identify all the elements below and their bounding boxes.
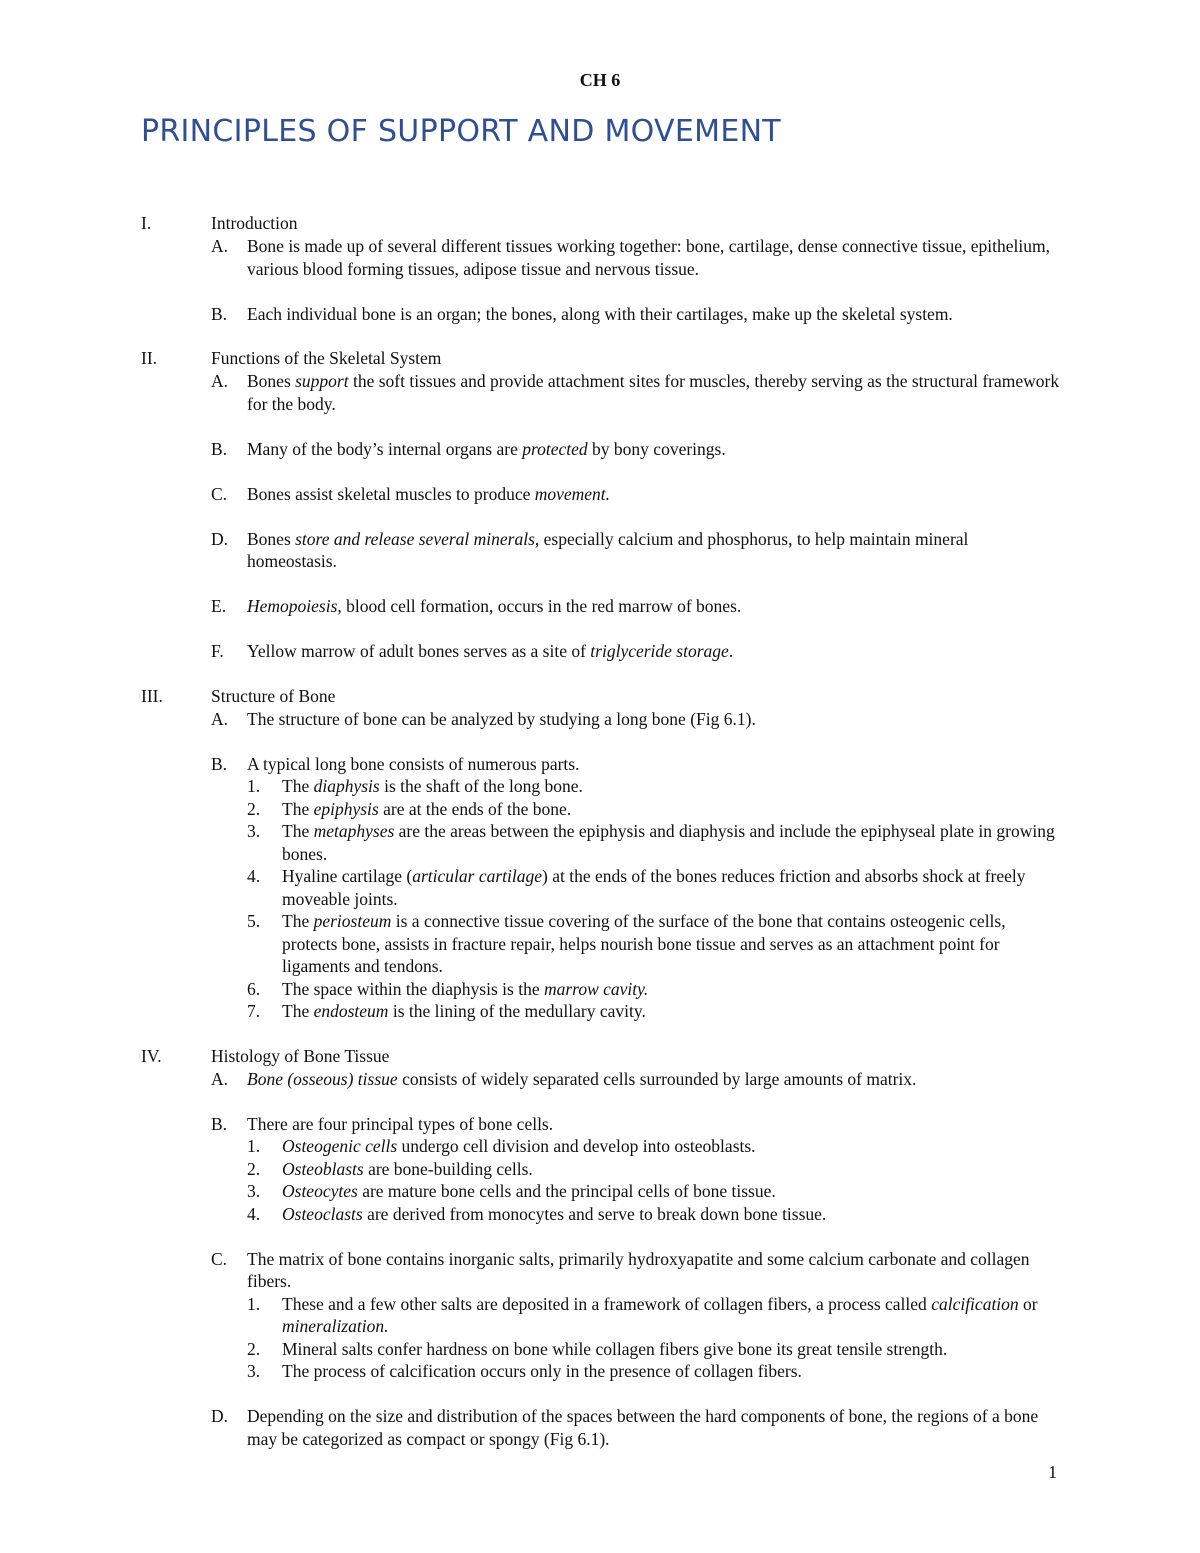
- section-title: Functions of the Skeletal System: [211, 348, 442, 368]
- text-run: The: [282, 776, 314, 796]
- sub-item-text: [282, 1203, 1062, 1226]
- sub-item-text: [282, 1135, 1062, 1158]
- item-text: [247, 370, 1062, 415]
- emphasized-text: store and release several minerals: [295, 528, 535, 549]
- text-run: Bones: [247, 528, 296, 549]
- sub-item-text: [282, 820, 1062, 865]
- text-run: by bony coverings.: [587, 438, 726, 459]
- text-run: Yellow marrow of adult bones serves as a site of: [247, 641, 591, 661]
- outline-section: [0, 1045, 1200, 1451]
- section-heading: [0, 685, 1200, 708]
- sub-item-text: [282, 1000, 1062, 1023]
- sub-item: [0, 798, 1200, 821]
- text-run: is the lining of the medullary cavity.: [388, 1001, 646, 1021]
- outline-item: [0, 483, 1200, 506]
- text-run: undergo cell division and develop into osteoblasts.: [397, 1136, 756, 1156]
- outline-item: [0, 1248, 1200, 1383]
- outline-item: [0, 1405, 1200, 1450]
- text-run: The: [282, 1001, 314, 1021]
- outline-section: [0, 347, 1200, 663]
- text-run: Bones: [247, 371, 296, 391]
- outline-item: [0, 595, 1200, 618]
- sub-item-text: [282, 865, 1062, 910]
- text-run: There are four principal types of bone cells.: [247, 1113, 554, 1134]
- item-letter: E.: [211, 596, 227, 616]
- sub-item-number: 2.: [247, 1158, 261, 1179]
- item-text: [247, 1113, 1062, 1136]
- outline-item: [0, 528, 1200, 573]
- text-run: These and a few other salts are deposited in a framework of collagen fibers, a process called: [282, 1293, 932, 1314]
- item-letter: A.: [211, 708, 229, 729]
- sub-item-number: 2.: [247, 798, 261, 819]
- item-text: [247, 438, 1062, 461]
- emphasized-text: endosteum: [313, 1001, 389, 1021]
- sub-item-number: 6.: [247, 978, 261, 999]
- sub-item-number: 4.: [247, 1203, 261, 1224]
- sub-item-text: [282, 1360, 1062, 1383]
- text-run: are bone-building cells.: [363, 1158, 533, 1179]
- sub-item-text: [282, 775, 1062, 798]
- emphasized-text: calcification: [931, 1293, 1019, 1314]
- outline-item: [0, 753, 1200, 1023]
- item-letter: A.: [211, 236, 229, 256]
- emphasized-text: epiphysis: [313, 798, 379, 819]
- sub-item: [0, 1203, 1200, 1226]
- sub-item-number: 1.: [247, 776, 261, 796]
- sub-item: [0, 1338, 1200, 1361]
- text-run: is a connective tissue covering of the surface of the bone that contains osteogenic cells, protects bone, assists in fracture repair, helps nourish bone tissue and serves as an attachment point for ligaments and tendons.: [282, 911, 1006, 976]
- outline-item: [0, 370, 1200, 415]
- item-letter: C.: [211, 483, 228, 504]
- text-run: ) at the ends of the bones reduces friction and absorbs shock at freely moveable joints.: [282, 866, 1026, 909]
- outline-item: [0, 1068, 1200, 1091]
- sub-item-number: 3.: [247, 821, 261, 841]
- text-run: The structure of bone can be analyzed by studying a long bone (Fig 6.1).: [247, 708, 756, 729]
- sub-item-number: 3.: [247, 1181, 261, 1201]
- item-text: [247, 753, 1062, 776]
- item-letter: D.: [211, 1406, 229, 1426]
- sub-item-number: 1.: [247, 1136, 261, 1156]
- outline-item: [0, 640, 1200, 663]
- text-run: A typical long bone consists of numerous parts.: [247, 753, 580, 774]
- outline-section: [0, 212, 1200, 325]
- section-number: I.: [141, 213, 152, 233]
- text-run: the soft tissues and provide attachment sites for muscles, thereby serving as the structural framework for the body.: [247, 371, 1060, 414]
- sub-item: [0, 820, 1200, 865]
- item-letter: B.: [211, 303, 228, 324]
- text-run: Hyaline cartilage (: [282, 866, 413, 886]
- text-run: blood cell formation, occurs in the red marrow of bones.: [341, 596, 742, 616]
- sub-item: [0, 1158, 1200, 1181]
- item-letter: B.: [211, 1113, 228, 1134]
- text-run: Each individual bone is an organ; the bones, along with their cartilages, make up the skeletal system.: [247, 303, 953, 324]
- item-text: [247, 1405, 1062, 1450]
- sub-item: [0, 775, 1200, 798]
- text-run: Many of the body’s internal organs are: [247, 438, 523, 459]
- text-run: The: [282, 798, 314, 819]
- item-letter: A.: [211, 371, 229, 391]
- item-letter: B.: [211, 753, 228, 774]
- section-number: IV.: [141, 1045, 162, 1066]
- sub-item: [0, 1180, 1200, 1203]
- emphasized-text: metaphyses: [313, 821, 395, 841]
- emphasized-text: Bone (osseous) tissue: [247, 1068, 398, 1089]
- item-letter: A.: [211, 1068, 229, 1089]
- text-run: The process of calcification occurs only in the presence of collagen fibers.: [282, 1361, 802, 1381]
- emphasized-text: mineralization.: [282, 1316, 389, 1336]
- sub-item-text: [282, 1158, 1062, 1181]
- emphasized-text: movement.: [534, 483, 611, 504]
- emphasized-text: articular cartilage: [412, 866, 542, 886]
- page-title: PRINCIPLES OF SUPPORT AND MOVEMENT: [141, 114, 781, 149]
- item-text: [247, 595, 1062, 618]
- section-title: Histology of Bone Tissue: [211, 1045, 390, 1066]
- item-text: [247, 483, 1062, 506]
- text-run: are at the ends of the bone.: [378, 798, 572, 819]
- sub-item: [0, 1135, 1200, 1158]
- sub-item: [0, 910, 1200, 978]
- emphasized-text: Osteogenic cells: [282, 1136, 398, 1156]
- text-run: Bone is made up of several different tissues working together: bone, cartilage, dense connective tissue, epithelium, various blood forming tissues, adipose tissue and nervous tissue.: [247, 236, 1050, 279]
- section-heading: [0, 1045, 1200, 1068]
- sub-item-number: 7.: [247, 1001, 261, 1021]
- text-run: , especially calcium and phosphorus, to help maintain mineral homeostasis.: [247, 528, 969, 571]
- section-heading: [0, 347, 1200, 370]
- section-number: III.: [141, 685, 163, 706]
- sub-item-text: [282, 978, 1062, 1001]
- sub-item-text: [282, 910, 1062, 978]
- item-text: [247, 1068, 1062, 1091]
- sub-item-text: [282, 798, 1062, 821]
- emphasized-text: support: [295, 371, 349, 391]
- text-run: The matrix of bone contains inorganic salts, primarily hydroxyapatite and some calcium carbonate and collagen fibers.: [247, 1248, 1030, 1291]
- text-run: are derived from monocytes and serve to break down bone tissue.: [362, 1203, 827, 1224]
- section-title: Introduction: [211, 213, 298, 233]
- section-title: Structure of Bone: [211, 685, 336, 706]
- emphasized-text: periosteum: [313, 911, 392, 931]
- sub-item-number: 1.: [247, 1293, 261, 1314]
- text-run: is the shaft of the long bone.: [379, 776, 583, 796]
- emphasized-text: diaphysis: [313, 776, 380, 796]
- item-text: [247, 303, 1062, 326]
- sub-item-number: 4.: [247, 866, 261, 886]
- item-letter: F.: [211, 641, 224, 661]
- sub-item: [0, 978, 1200, 1001]
- item-letter: B.: [211, 438, 228, 459]
- text-run: The space within the diaphysis is the: [282, 978, 544, 999]
- sub-item: [0, 1360, 1200, 1383]
- chapter-label: CH 6: [579, 70, 621, 90]
- item-text: [247, 235, 1062, 280]
- text-run: Mineral salts confer hardness on bone while collagen fibers give bone its great tensile strength.: [282, 1338, 948, 1359]
- text-run: are mature bone cells and the principal cells of bone tissue.: [357, 1181, 776, 1201]
- emphasized-text: protected: [522, 438, 588, 459]
- section-number: II.: [141, 348, 158, 368]
- sub-item: [0, 1293, 1200, 1338]
- item-text: [247, 708, 1062, 731]
- sub-item-number: 5.: [247, 911, 261, 931]
- emphasized-text: Osteocytes: [282, 1181, 358, 1201]
- sub-item-number: 3.: [247, 1361, 261, 1381]
- outline-item: [0, 1113, 1200, 1226]
- outline-item: [0, 708, 1200, 731]
- item-text: [247, 528, 1062, 573]
- text-run: are the areas between the epiphysis and diaphysis and include the epiphyseal plate in growing bones.: [282, 821, 1055, 864]
- emphasized-text: Hemopoiesis,: [247, 596, 342, 616]
- item-text: [247, 1248, 1062, 1293]
- section-heading: [0, 212, 1200, 235]
- sub-item-text: [282, 1180, 1062, 1203]
- item-letter: D.: [211, 528, 229, 549]
- outline-item: [0, 303, 1200, 326]
- text-run: consists of widely separated cells surrounded by large amounts of matrix.: [397, 1068, 917, 1089]
- text-run: The: [282, 821, 314, 841]
- text-run: .: [728, 641, 734, 661]
- sub-item-text: [282, 1293, 1062, 1338]
- outline-item: [0, 235, 1200, 280]
- item-letter: C.: [211, 1248, 228, 1269]
- text-run: Depending on the size and distribution of the spaces between the hard components of bone, the regions of a bone may be categorized as compact or spongy (Fig 6.1).: [247, 1406, 1039, 1449]
- emphasized-text: triglyceride storage: [590, 641, 729, 661]
- emphasized-text: Osteoclasts: [282, 1203, 363, 1224]
- sub-item: [0, 865, 1200, 910]
- sub-item-number: 2.: [247, 1338, 261, 1359]
- text-run: Bones assist skeletal muscles to produce: [247, 483, 535, 504]
- text-run: or: [1018, 1293, 1038, 1314]
- outline-item: [0, 438, 1200, 461]
- page-number: 1: [1048, 1462, 1057, 1482]
- emphasized-text: Osteoblasts: [282, 1158, 364, 1179]
- outline-section: [0, 685, 1200, 1023]
- emphasized-text: marrow cavity.: [543, 978, 649, 999]
- outline: [0, 212, 1200, 1472]
- item-text: [247, 640, 1062, 663]
- text-run: The: [282, 911, 314, 931]
- sub-item: [0, 1000, 1200, 1023]
- sub-item-text: [282, 1338, 1062, 1361]
